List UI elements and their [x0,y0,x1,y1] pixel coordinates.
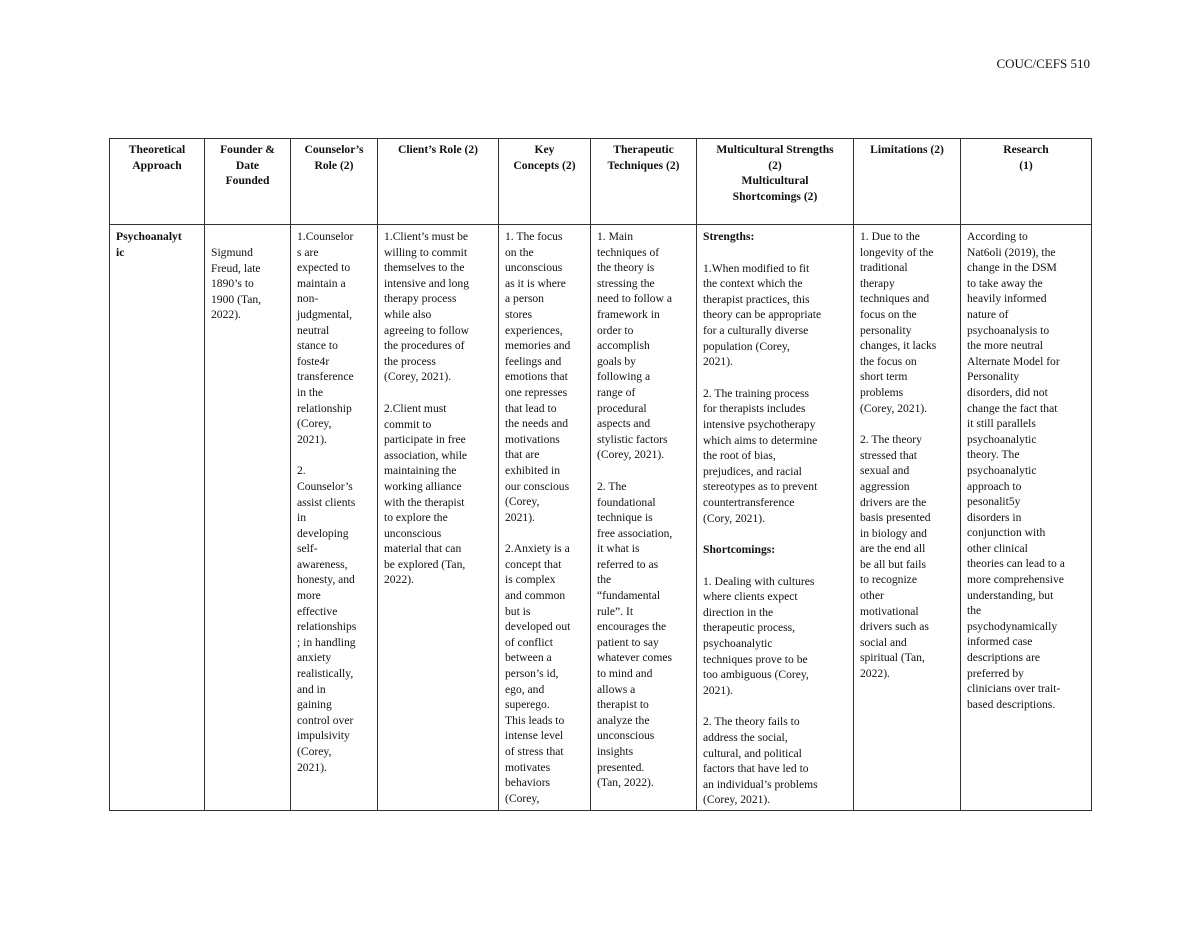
cell-client-role [378,225,499,811]
header-counselor-role: Counselor’s Role (2) [291,139,378,225]
limitation-1: 1. Due to the longevity of the traditional therapy techniques and focus on the personality changes, it lacks the focus on short term problems (Corey, 2021). [860,230,937,415]
key-concept-1: 1. The focus on the unconscious as it is where a person stores experiences, memories and feelings and emotions that one represses that lead to the needs and motivations that are exhibited in our conscious (Corey, 2021). [505,230,571,524]
cell-techniques [591,225,697,811]
cell-approach [110,225,205,811]
founder-text: Sigmund Freud, late 1890’s to 1900 (Tan, 2022). [211,246,262,322]
cell-founder [205,225,291,811]
cell-limitations [854,225,961,811]
shortcomings-label: Shortcomings: [703,543,776,557]
client-role-2: 2.Client must commit to participate in free association, while maintaining the working alliance with the therapist to explore the unconscious material that can be explored (Tan, 2022). [384,401,468,587]
cell-multicultural [697,225,854,811]
header-key-concepts: Key Concepts (2) [499,139,591,225]
strengths-label: Strengths: [703,230,755,243]
header-therapeutic-techniques: Therapeutic Techniques (2) [591,139,697,225]
header-theoretical-approach: Theoretical Approach [110,139,205,225]
header-founder-date: Founder & Date Founded [205,139,291,225]
header-multicultural: Multicultural Strengths (2) Multicultural Shortcomings (2) [697,139,854,225]
counselor-role-2: 2. Counselor’s assist clients in developing self- awareness, honesty, and more effective relationships ; in handling anxiety realistically, and in gaining control over impulsivity (Corey, 2021). [297,464,357,774]
counselor-role-1: 1.Counselor s are expected to maintain a non- judgmental, neutral stance to foste4r transference in the relationship (Corey, 2021). [297,230,354,446]
research-text: According to Nat6oli (2019), the change in the DSM to take away the heavily informed nature of psychoanalysis to the more neutral Alternate Model for Personality disorders, did not change the fact that it still parallels psychoanalytic theory. The psychoanalytic approach to pesonalit5y disorders in conjunction with other clinical theories can lead to a more comprehensive understanding, but the psychodynamically informed case descriptions are preferred by clinicians over trait- based descriptions. [967,230,1065,711]
cell-counselor-role [291,225,378,811]
strength-2: 2. The training process for therapists includes intensive psychotherapy which aims to determine the root of bias, prejudices, and racial stereotypes as to prevent countertransference (Cory, 2021). [703,386,818,525]
header-limitations: Limitations (2) [854,139,961,225]
shortcoming-2: 2. The theory fails to address the social, cultural, and political factors that have led to an individual’s problems (Corey, 2021). [703,715,818,807]
header-client-role: Client’s Role (2) [378,139,499,225]
table-row [110,225,1092,811]
client-role-1: 1.Client’s must be willing to commit themselves to the intensive and long therapy process while also agreeing to follow the procedures of the process (Corey, 2021). [384,230,470,384]
key-concept-2: 2.Anxiety is a concept that is complex and common but is developed out of conflict between a person’s id, ego, and superego. This leads to intense level of stress that motivates behaviors (Corey, [505,542,571,805]
approach-name: Psychoanalyt ic [116,230,182,259]
course-code: COUC/CEFS 510 [996,56,1090,71]
header-research: Research (1) [961,139,1092,225]
shortcoming-1: 1. Dealing with cultures where clients expect direction in the therapeutic process, psychoanalytic techniques prove to be too ambiguous (Corey, 2021). [703,574,815,697]
header-row [110,139,1092,225]
technique-2: 2. The foundational technique is free association, it what is referred to as the “fundamental rule”. It encourages the patient to say whatever comes to mind and allows a therapist to analyze the unconscious insights presented. (Tan, 2022). [597,479,673,790]
cell-key-concepts [499,225,591,811]
technique-1: 1. Main techniques of the theory is stressing the need to follow a framework in order to accomplish goals by following a range of procedural aspects and stylistic factors (Corey, 2021). [597,230,673,462]
cell-research [961,225,1092,811]
strength-1: 1.When modified to fit the context which the therapist practices, this theory can be appropriate for a culturally diverse population (Corey, 2021). [703,261,822,369]
theory-comparison-table [109,138,1092,811]
limitation-2: 2. The theory stressed that sexual and aggression drivers are the basis presented in biology and are the end all be all but fails to recognize other motivational drivers such as social and spiritual (Tan, 2022). [860,433,931,681]
